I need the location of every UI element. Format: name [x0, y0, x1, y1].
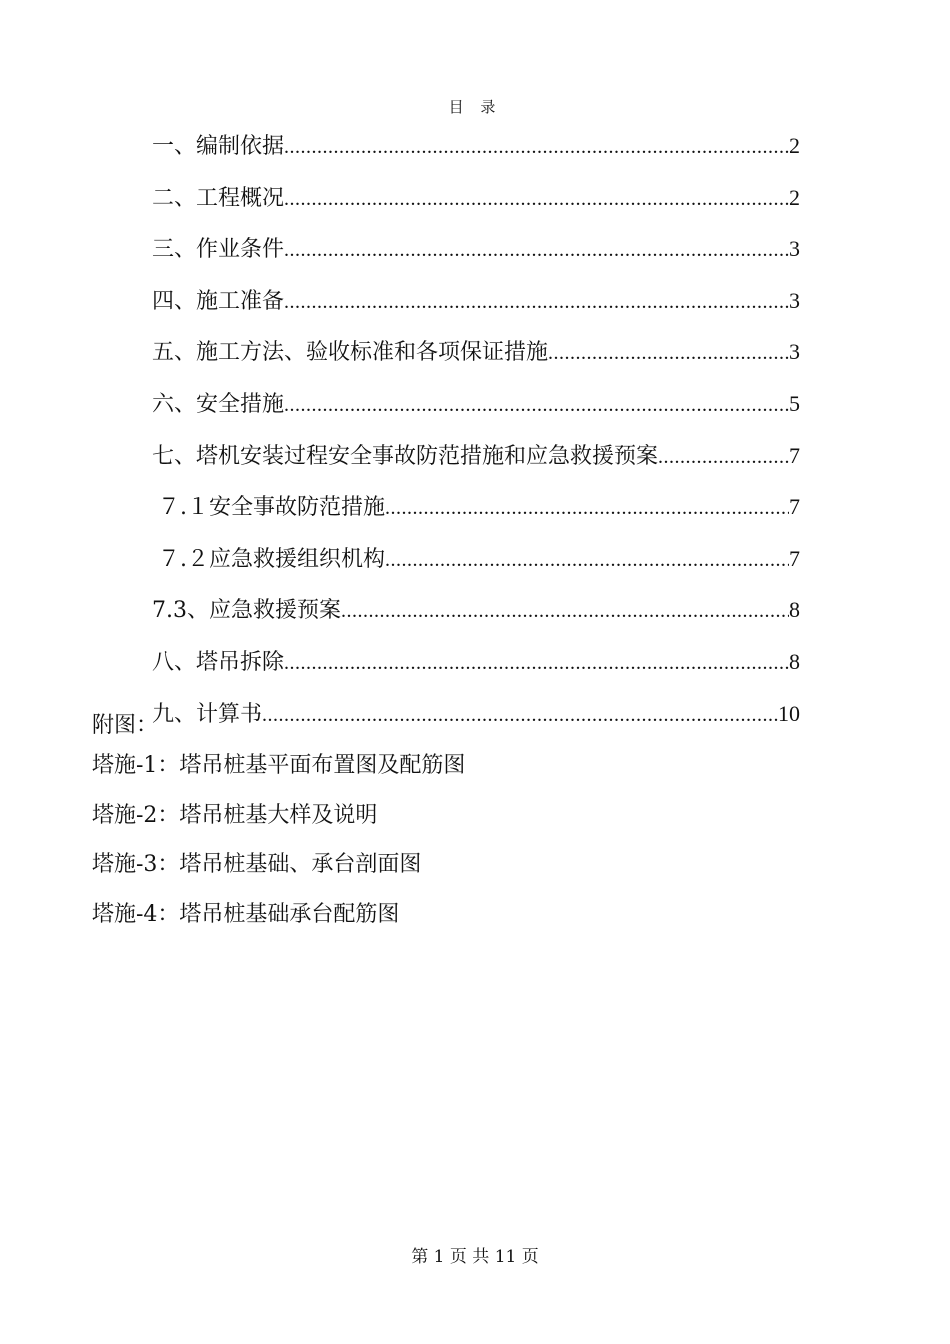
toc-entry-page: 3 [789, 236, 800, 262]
toc-entry[interactable] [152, 541, 800, 593]
toc-entry-page: 7 [789, 545, 800, 571]
toc-dot-leader [284, 286, 789, 318]
toc-entry-page: 3 [789, 287, 800, 313]
toc-entry-page: 3 [789, 339, 800, 365]
toc-entry-label: 三、作业条件 [152, 237, 285, 263]
appendix-item: 塔施-3：塔吊桩基础、承台剖面图 [92, 852, 422, 878]
toc-entry[interactable] [152, 231, 800, 283]
toc-entry[interactable] [152, 644, 800, 696]
toc-entry-label: 六、安全措施 [152, 391, 285, 417]
toc-entry-label: 八、塔吊拆除 [152, 649, 285, 675]
toc-entry-page: 8 [789, 648, 800, 674]
toc-entry-label: ７.２应急救援组织机构 [158, 546, 385, 572]
toc-dot-leader [284, 647, 789, 679]
toc-entry[interactable] [152, 283, 800, 335]
toc-entry-label: 九、计算书 [152, 701, 263, 727]
toc-entry-page: 7 [789, 442, 800, 468]
toc-entry[interactable] [152, 489, 800, 541]
toc-entry-label: ７.１安全事故防范措施 [158, 495, 385, 521]
appendix-item: 塔施-4：塔吊桩基础承台配筋图 [92, 901, 400, 927]
toc-dot-leader [284, 234, 789, 266]
toc-dot-leader [385, 544, 789, 576]
table-of-contents [152, 128, 800, 747]
toc-entry-page: 10 [778, 700, 800, 726]
appendix-heading: 附图： [92, 713, 159, 738]
toc-dot-leader [284, 183, 789, 215]
toc-dot-leader [284, 389, 789, 421]
toc-entry-page: 5 [789, 390, 800, 416]
toc-entry[interactable] [152, 592, 800, 644]
toc-entry[interactable] [152, 128, 800, 180]
toc-dot-leader [284, 131, 789, 163]
toc-entry-label: 四、施工准备 [152, 288, 285, 314]
appendix-item: 塔施-2：塔吊桩基大样及说明 [92, 802, 378, 828]
toc-entry-page: 7 [789, 494, 800, 520]
toc-dot-leader [385, 492, 789, 524]
toc-dot-leader [548, 337, 789, 369]
toc-entry-page: 2 [789, 133, 800, 158]
appendix-section [92, 706, 852, 944]
toc-entry-label: 7.3、应急救援预案 [152, 598, 341, 624]
toc-entry[interactable] [152, 180, 800, 232]
toc-entry[interactable] [152, 438, 800, 490]
toc-dot-leader [341, 595, 789, 627]
toc-entry-label: 五、施工方法、验收标准和各项保证措施 [152, 340, 549, 366]
toc-entry[interactable] [152, 334, 800, 386]
toc-entry-page: 2 [789, 184, 800, 210]
appendix-item: 塔施-1：塔吊桩基平面布置图及配筋图 [92, 753, 466, 778]
toc-entry[interactable] [152, 386, 800, 438]
page-footer: 第 1 页 共 11 页 [411, 1247, 539, 1267]
toc-dot-leader [658, 441, 789, 473]
toc-entry-label: 二、工程概况 [152, 185, 285, 211]
toc-entry-page: 8 [789, 597, 800, 623]
toc-title: 目 录 [448, 98, 502, 116]
toc-entry-label: 七、塔机安装过程安全事故防范措施和应急救援预案 [152, 443, 659, 469]
toc-entry-label: 一、编制依据 [152, 134, 285, 159]
